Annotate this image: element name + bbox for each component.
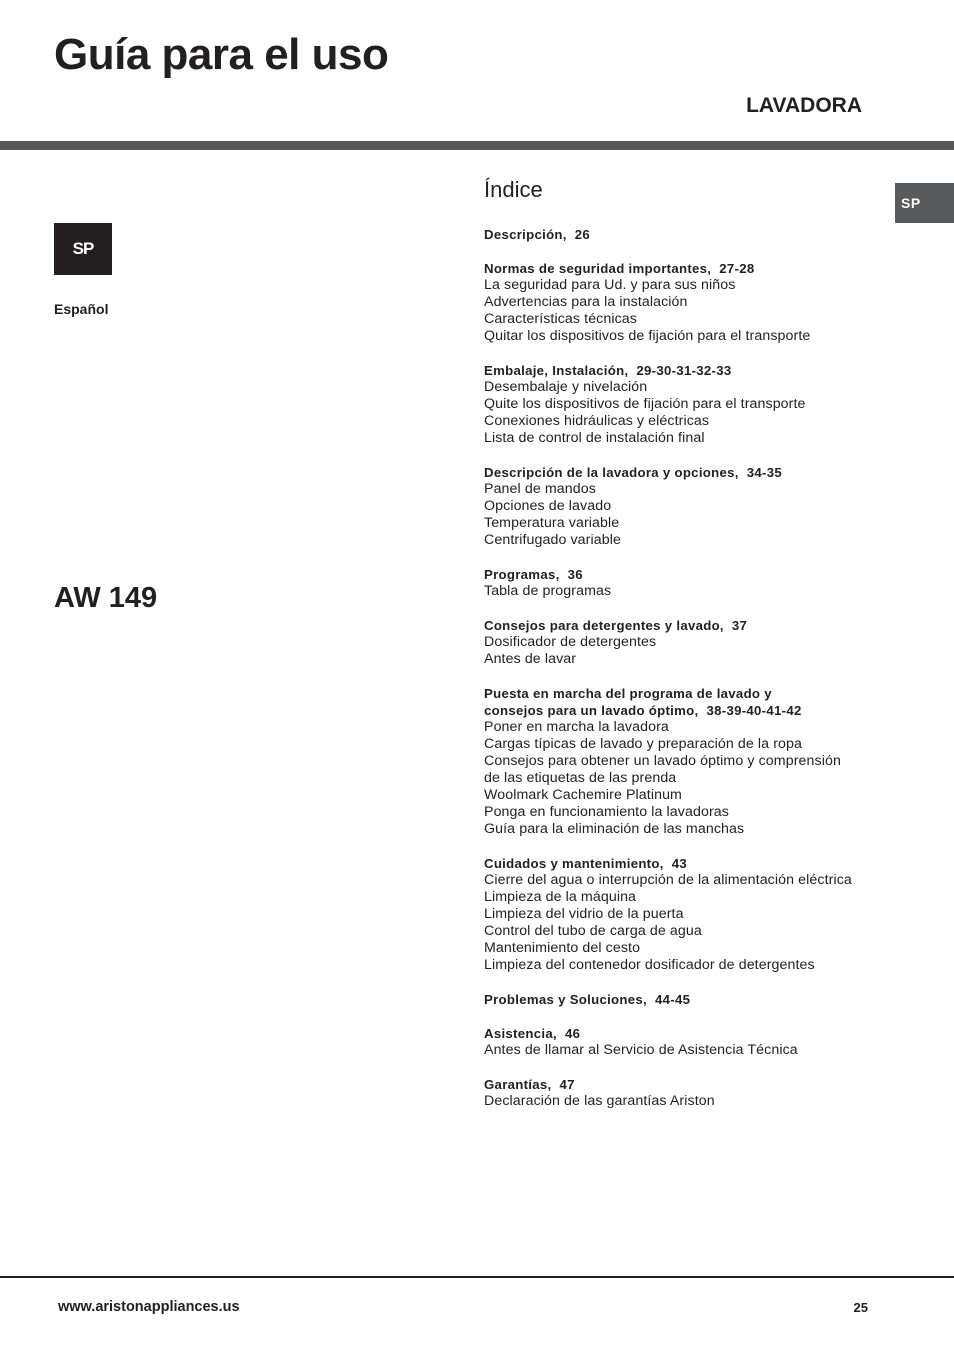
toc-section-heading[interactable] [484, 855, 884, 872]
page-title: Guía para el uso [54, 30, 389, 79]
toc-section [484, 855, 884, 974]
toc-heading-text: Descripción de la lavadora y opciones, [484, 465, 739, 480]
toc-section-heading[interactable] [484, 362, 884, 379]
toc-section-heading[interactable] [484, 685, 884, 702]
toc-heading-text: consejos para un lavado óptimo, [484, 703, 699, 718]
toc-section-heading[interactable] [484, 464, 884, 481]
footer-divider [0, 1276, 954, 1278]
toc-section [484, 566, 884, 600]
toc-item[interactable]: Antes de llamar al Servicio de Asistencia Técnica [484, 1042, 798, 1058]
toc-heading-text: Embalaje, Instalación, [484, 363, 629, 378]
toc-section [484, 685, 884, 838]
toc-page-range: 43 [671, 856, 687, 871]
toc-page-range: 36 [567, 567, 583, 582]
toc-item[interactable]: Cargas típicas de lavado y preparación de la ropa [484, 736, 803, 752]
toc-heading-text: Garantías, [484, 1077, 552, 1092]
footer-url[interactable]: www.aristonappliances.us [58, 1299, 240, 1315]
toc-heading-text: Consejos para detergentes y lavado, [484, 618, 724, 633]
toc-page-range: 29-30-31-32-33 [636, 363, 732, 378]
toc-section [484, 362, 884, 447]
product-type-label: LAVADORA [746, 94, 862, 117]
header-divider [0, 141, 954, 150]
table-of-contents [484, 176, 884, 1127]
toc-item[interactable]: Panel de mandos [484, 481, 596, 497]
toc-item[interactable]: Declaración de las garantías Ariston [484, 1093, 715, 1109]
toc-item[interactable]: Mantenimiento del cesto [484, 940, 641, 956]
toc-item[interactable]: Quitar los dispositivos de fijación para el transporte [484, 328, 811, 344]
toc-item[interactable]: Opciones de lavado [484, 498, 612, 514]
toc-section-heading[interactable] [484, 991, 884, 1008]
toc-item[interactable]: Tabla de programas [484, 583, 612, 599]
toc-section [484, 991, 884, 1008]
toc-item[interactable]: Poner en marcha la lavadora [484, 719, 669, 735]
toc-item[interactable]: Limpieza del vidrio de la puerta [484, 906, 684, 922]
toc-heading-text: Asistencia, [484, 1026, 557, 1041]
toc-item[interactable]: Cierre del agua o interrupción de la alimentación eléctrica [484, 872, 852, 888]
toc-item[interactable]: La seguridad para Ud. y para sus niños [484, 277, 736, 293]
toc-item[interactable]: Temperatura variable [484, 515, 620, 531]
toc-item[interactable]: de las etiquetas de las prenda [484, 770, 677, 786]
toc-item[interactable]: Dosificador de detergentes [484, 634, 657, 650]
toc-item[interactable]: Conexiones hidráulicas y eléctricas [484, 413, 710, 429]
toc-section-heading[interactable] [484, 260, 884, 277]
toc-page-range: 47 [559, 1077, 575, 1092]
toc-title: Índice [484, 177, 543, 202]
toc-page-range: 26 [574, 227, 591, 242]
toc-item[interactable]: Quite los dispositivos de fijación para el transporte [484, 396, 806, 412]
toc-section [484, 1025, 884, 1059]
toc-sections [484, 226, 884, 1110]
toc-heading-text: Cuidados y mantenimiento, [484, 856, 664, 871]
toc-page-range: 38-39-40-41-42 [706, 703, 802, 718]
toc-item[interactable]: Ponga en funcionamiento la lavadoras [484, 804, 729, 820]
toc-section-heading[interactable] [484, 226, 884, 243]
toc-heading-text: Puesta en marcha del programa de lavado y [484, 686, 772, 701]
toc-item[interactable]: Guía para la eliminación de las manchas [484, 821, 745, 837]
toc-section-heading[interactable] [484, 1076, 884, 1093]
language-label: Español [54, 301, 109, 317]
toc-page-range: 46 [564, 1026, 581, 1041]
toc-item[interactable]: Woolmark Cachemire Platinum [484, 787, 682, 803]
toc-item[interactable]: Desembalaje y nivelación [484, 379, 648, 395]
page-number: 25 [853, 1300, 868, 1315]
toc-page-range: 44-45 [655, 992, 691, 1007]
toc-section [484, 226, 884, 243]
toc-item[interactable]: Limpieza del contenedor dosificador de detergentes [484, 957, 815, 973]
toc-page-range: 37 [731, 618, 748, 633]
toc-item[interactable]: Control del tubo de carga de agua [484, 923, 702, 939]
toc-section-heading[interactable] [484, 617, 884, 634]
toc-item[interactable]: Consejos para obtener un lavado óptimo y comprensión [484, 753, 841, 769]
toc-item[interactable]: Advertencias para la instalación [484, 294, 688, 310]
toc-section [484, 464, 884, 549]
toc-item[interactable]: Antes de lavar [484, 651, 577, 667]
toc-section [484, 617, 884, 668]
toc-section [484, 1076, 884, 1110]
model-number: AW 149 [54, 582, 158, 614]
language-side-tab[interactable]: SP [895, 183, 954, 223]
toc-item[interactable]: Limpieza de la máquina [484, 889, 637, 905]
toc-heading-text: Descripción, [484, 227, 567, 242]
toc-page-range: 27-28 [719, 261, 755, 276]
toc-page-range: 34-35 [746, 465, 782, 480]
toc-item[interactable]: Características técnicas [484, 311, 637, 327]
toc-heading-text: Normas de seguridad importantes, [484, 261, 712, 276]
toc-section [484, 260, 884, 345]
toc-item[interactable]: Lista de control de instalación final [484, 430, 705, 446]
toc-heading-text: Programas, [484, 567, 560, 582]
toc-section-heading[interactable] [484, 702, 884, 719]
toc-heading-text: Problemas y Soluciones, [484, 992, 648, 1007]
toc-section-heading[interactable] [484, 1025, 884, 1042]
toc-section-heading[interactable] [484, 566, 884, 583]
language-badge: SP [54, 223, 112, 275]
toc-item[interactable]: Centrifugado variable [484, 532, 621, 548]
